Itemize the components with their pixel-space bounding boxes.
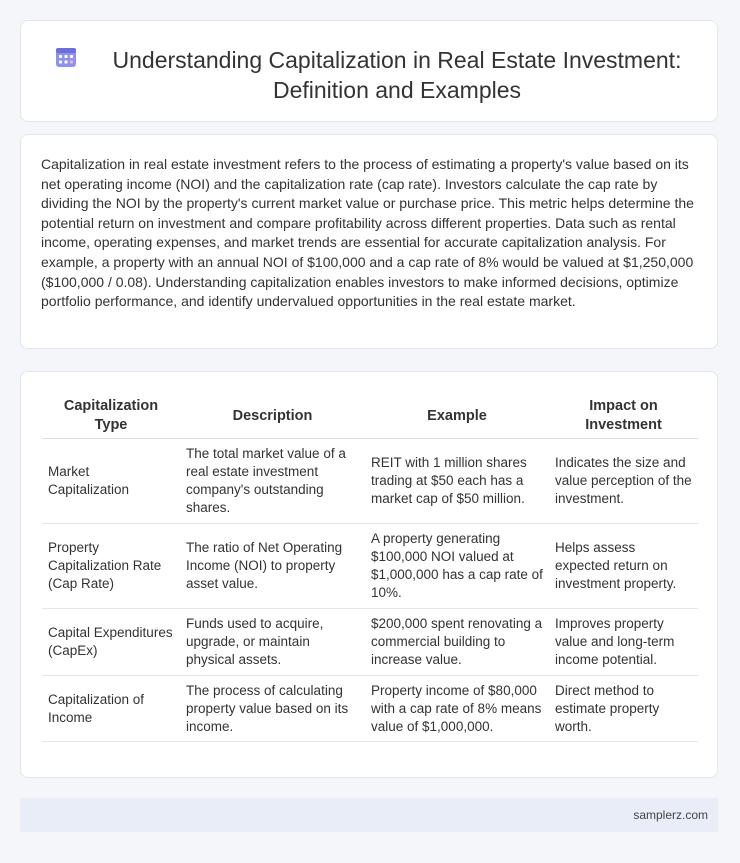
table-row <box>42 609 698 676</box>
page-title: Understanding Capitalization in Real Estate Investment: Definition and Examples <box>112 47 682 103</box>
cell-type: Capitalization of Income <box>42 676 180 742</box>
cell-impact: Helps assess expected return on investment property. <box>549 524 698 609</box>
cell-type: Market Capitalization <box>42 439 180 524</box>
cell-description: The total market value of a real estate investment company's outstanding shares. <box>180 439 365 524</box>
table-header-row <box>42 392 698 439</box>
capitalization-table <box>42 392 698 742</box>
table-card <box>20 371 718 778</box>
column-header-description: Description <box>180 392 365 439</box>
column-header-type: Capitalization Type <box>42 392 180 439</box>
footer-site-link[interactable]: samplerz.com <box>633 808 708 822</box>
cell-example: REIT with 1 million shares trading at $50 each has a market cap of $50 million. <box>365 439 549 524</box>
footer-bar <box>20 798 718 832</box>
table-row <box>42 676 698 742</box>
title-card <box>20 20 718 122</box>
table-row <box>42 439 698 524</box>
cell-description: The process of calculating property value based on its income. <box>180 676 365 742</box>
cell-description: The ratio of Net Operating Income (NOI) to property asset value. <box>180 524 365 609</box>
table-row <box>42 524 698 609</box>
cell-example: A property generating $100,000 NOI valued at $1,000,000 has a cap rate of 10%. <box>365 524 549 609</box>
cell-example: Property income of $80,000 with a cap rate of 8% means value of $1,000,000. <box>365 676 549 742</box>
column-header-example: Example <box>365 392 549 439</box>
cell-impact: Improves property value and long-term income potential. <box>549 609 698 676</box>
cell-description: Funds used to acquire, upgrade, or maintain physical assets. <box>180 609 365 676</box>
column-header-impact: Impact on Investment <box>549 392 698 439</box>
cell-type: Capital Expenditures (CapEx) <box>42 609 180 676</box>
cell-example: $200,000 spent renovating a commercial building to increase value. <box>365 609 549 676</box>
intro-card <box>20 134 718 349</box>
cell-type: Property Capitalization Rate (Cap Rate) <box>42 524 180 609</box>
cell-impact: Indicates the size and value perception of the investment. <box>549 439 698 524</box>
cell-impact: Direct method to estimate property worth. <box>549 676 698 742</box>
intro-paragraph: Capitalization in real estate investment refers to the process of estimating a property's value based on its net operating income (NOI) and the capitalization rate (cap rate). Investors calculate the cap rate by dividing the NOI by the property's current market value or purchase price. This metric helps determine the potential return on investment and compare profitability across different properties. Data such as rental income, operating expenses, and market trends are essential for accurate capitalization analysis. For example, a property with an annual NOI of $100,000 and a cap rate of 8% would be valued at $1,250,000 ($100,000 / 0.08). Understanding capitalization enables investors to make informed decisions, optimize portfolio performance, and identify undervalued opportunities in the real estate market. <box>41 156 694 310</box>
